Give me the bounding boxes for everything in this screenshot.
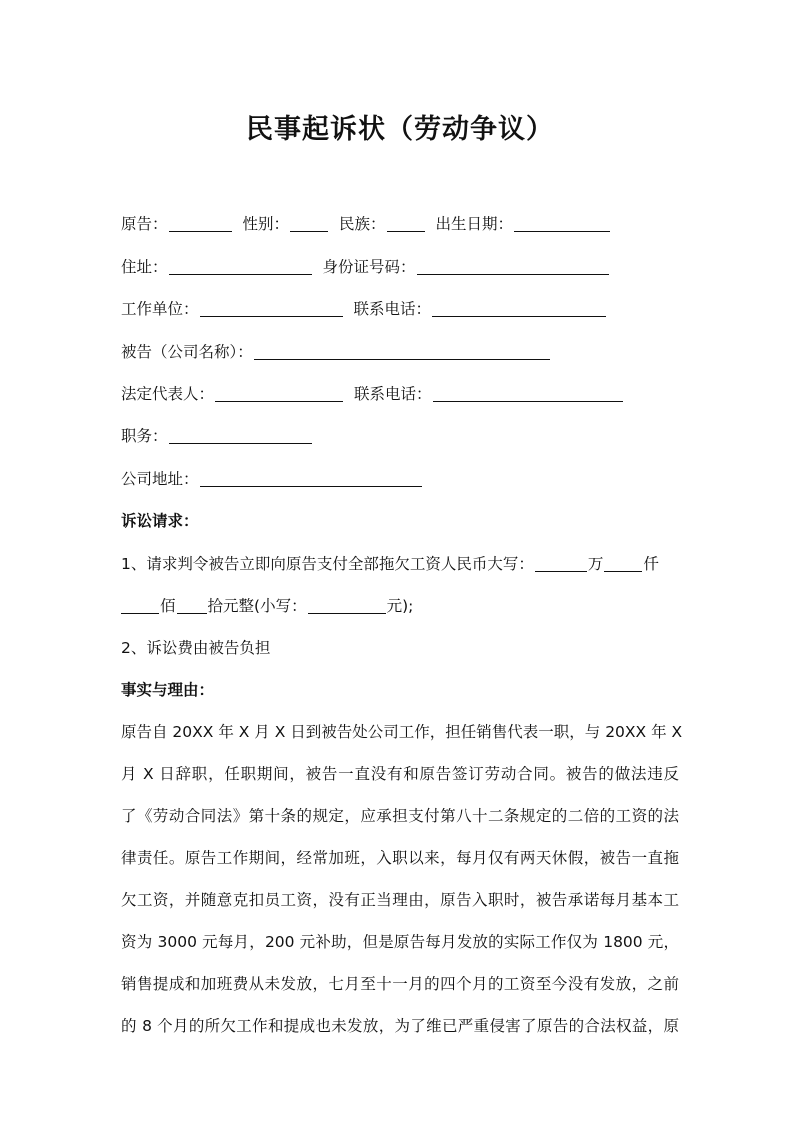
phone2-label: 联系电话： [354,385,432,403]
amount-qian-blank[interactable] [604,553,642,572]
unit-wan: 万 [587,555,604,573]
facts-line: 销售提成和加班费从未发放，七月至十一月的四个月的工资至今没有发放，之前 [121,975,679,993]
address-row [121,254,610,280]
work-unit-label: 工作单位： [121,300,199,318]
amount-shi-blank[interactable] [177,595,207,614]
defendant-row [121,339,551,365]
gender-label: 性别： [242,215,290,233]
phone2-blank[interactable] [433,383,623,402]
facts-line: 律责任。原告工作期间，经常加班，入职以来，每月仅有两天休假，被告一直拖 [121,849,679,867]
claim-1-line-2 [121,593,413,619]
facts-heading-text: 事实与理由： [121,681,215,699]
claim-1-line-1 [121,551,659,577]
birth-date-label: 出生日期： [435,215,514,233]
claims-heading [121,508,199,534]
claims-heading-text: 诉讼请求： [121,512,199,530]
legal-rep-row [121,381,624,407]
company-address-blank[interactable] [200,468,422,487]
facts-line: 月 X 日辞职，任职期间，被告一直没有和原告签订劳动合同。被告的做法违反 [121,765,679,783]
ethnicity-label: 民族： [339,215,386,233]
unit-qian: 仟 [643,555,659,573]
ethnicity-blank[interactable] [387,213,425,232]
gender-blank[interactable] [290,213,328,232]
plaintiff-row [121,211,611,237]
plaintiff-label: 原告： [121,215,168,233]
id-number-label: 身份证号码： [322,258,416,276]
facts-line: 原告自 20XX 年 X 月 X 日到被告处公司工作，担任销售代表一职，与 20XX 年 X [121,723,683,741]
claim-1-text: 1、请求判令被告立即向原告支付全部拖欠工资人民币大写： [121,555,534,573]
claim-2 [121,635,270,661]
address-blank[interactable] [169,256,312,275]
amount-wan-blank[interactable] [535,553,587,572]
legal-rep-label: 法定代表人： [121,385,215,403]
position-label: 职务： [121,427,168,445]
unit-yuan: 元); [386,597,414,615]
defendant-blank[interactable] [254,341,550,360]
facts-line: 了《劳动合同法》第十条的规定，应承担支付第八十二条规定的二倍的工资的法 [121,807,679,825]
defendant-label: 被告（公司名称）： [121,343,253,361]
phone-label: 联系电话： [353,300,432,318]
facts-line: 资为 3000 元每月，200 元补助，但是原告每月发放的实际工作仅为 1800 元， [121,933,679,951]
work-unit-row [121,296,607,322]
company-address-row [121,466,423,492]
claim-2-text: 2、诉讼费由被告负担 [121,639,271,657]
unit-bai: 佰 [160,597,176,615]
phone-blank[interactable] [432,298,606,317]
facts-heading [121,677,214,703]
address-label: 住址： [121,258,168,276]
work-unit-blank[interactable] [200,298,343,317]
position-row [121,423,313,449]
plaintiff-blank[interactable] [169,213,232,232]
company-address-label: 公司地址： [121,470,199,488]
facts-paragraph [121,711,683,1047]
document-title: 民事起诉状（劳动争议） [246,114,554,145]
unit-shi: 拾元整(小写： [207,597,307,615]
legal-rep-blank[interactable] [215,383,343,402]
facts-line: 欠工资，并随意克扣员工资，没有正当理由，原告入职时，被告承诺每月基本工 [121,891,679,909]
facts-line: 的 8 个月的所欠工作和提成也未发放，为了维已严重侵害了原告的合法权益，原 [121,1017,679,1035]
position-blank[interactable] [169,425,312,444]
amount-numeric-blank[interactable] [308,595,386,614]
amount-bai-blank[interactable] [121,595,159,614]
id-number-blank[interactable] [417,256,609,275]
birth-date-blank[interactable] [514,213,610,232]
